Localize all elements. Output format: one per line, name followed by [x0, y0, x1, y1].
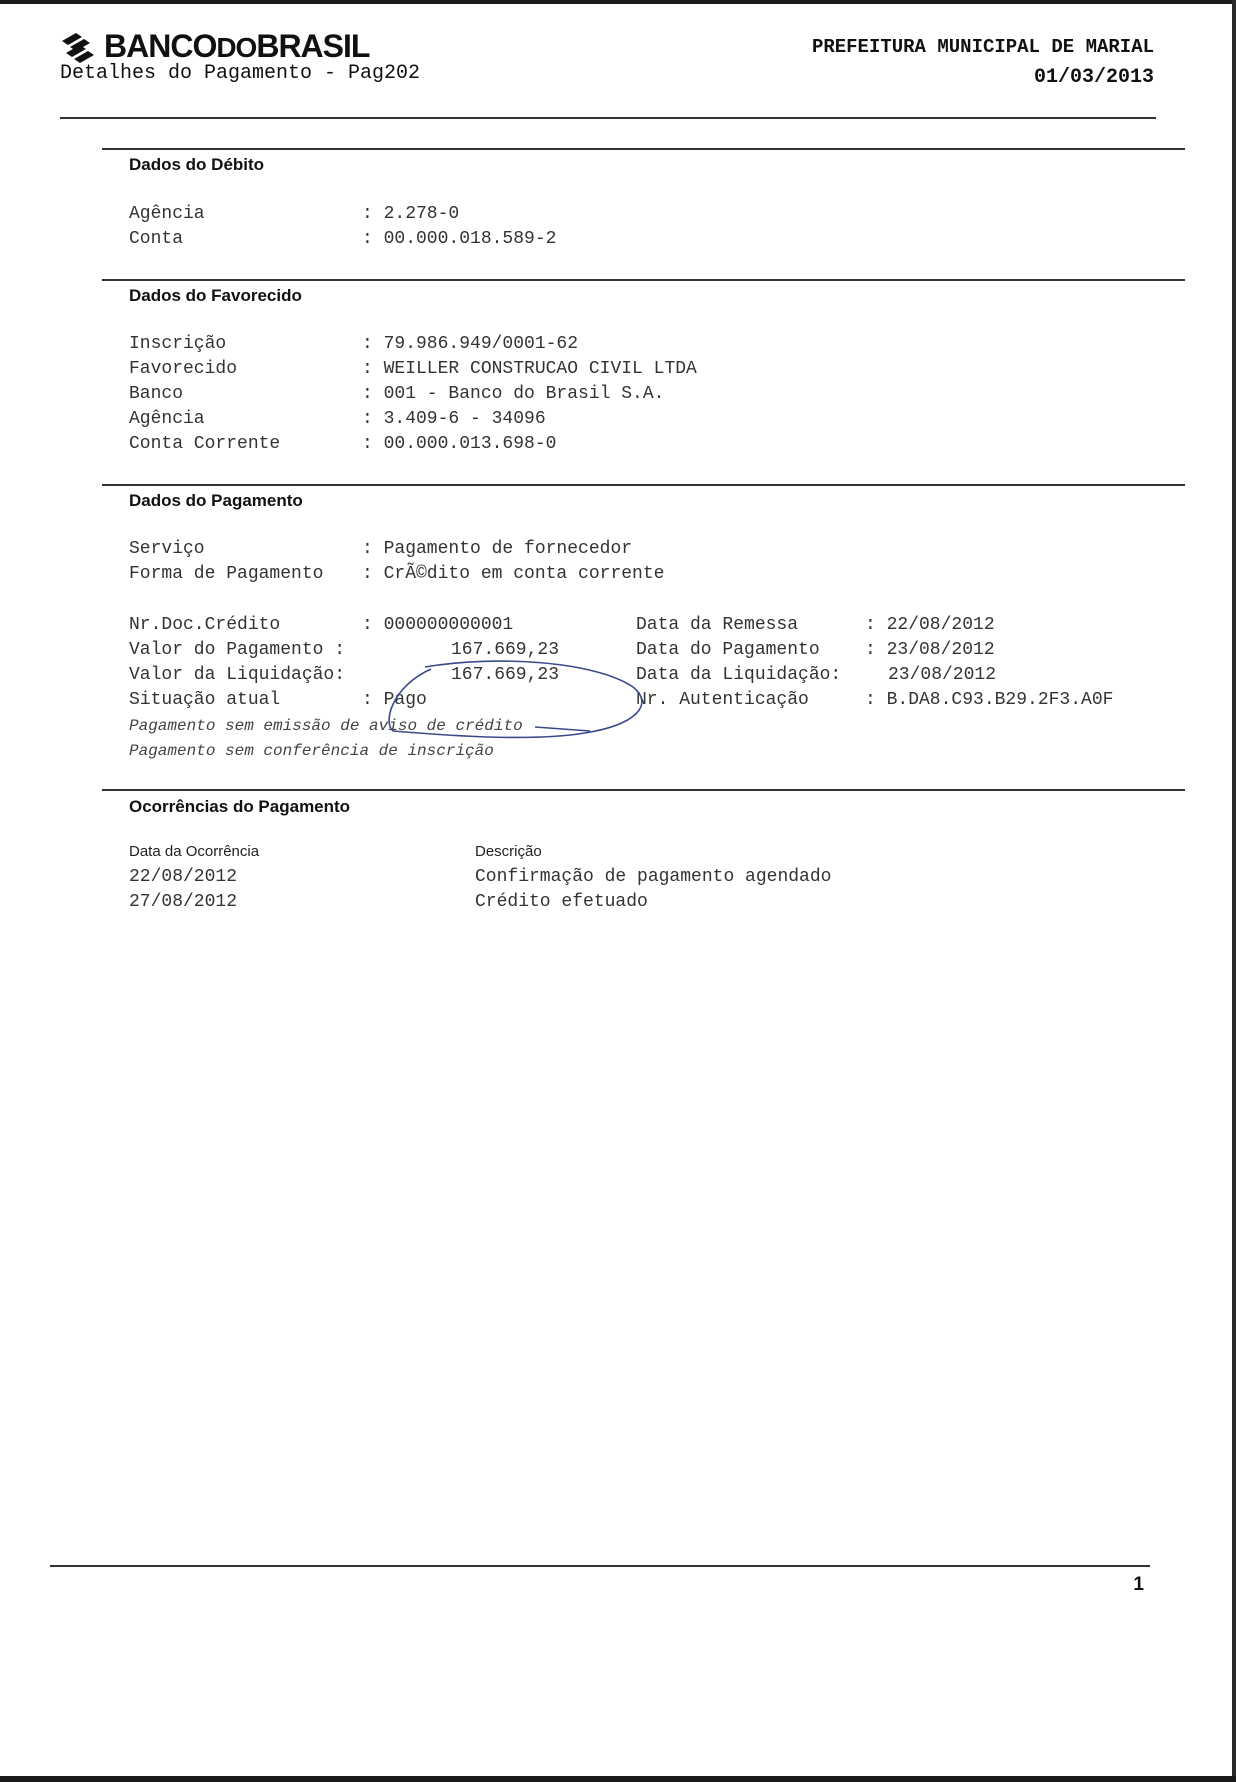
ocorrencias-col-data: Data da Ocorrência [129, 843, 260, 860]
page-number: 1 [1133, 1574, 1144, 1595]
ocorrencia-data: 27/08/2012 [129, 892, 238, 912]
pagamento-data-pagamento-label: Data do Pagamento [636, 640, 820, 660]
pagamento-valor-label: Valor do Pagamento : [129, 640, 346, 660]
section-title-ocorrencias: Ocorrências do Pagamento [129, 797, 351, 816]
favorecido-inscricao-label: Inscrição [129, 334, 227, 354]
pagamento-data-liquidacao-value: 23/08/2012 [888, 665, 997, 685]
favorecido-inscricao-value: : 79.986.949/0001-62 [362, 334, 579, 354]
header-date: 01/03/2013 [1033, 66, 1154, 89]
bank-logo-text: BANCODOBRASIL [104, 28, 370, 64]
favorecido-nome-value: : WEILLER CONSTRUCAO CIVIL LTDA [362, 359, 697, 379]
pagamento-nota-inscricao: Pagamento sem conferência de inscrição [129, 742, 494, 760]
section-divider [102, 789, 1185, 791]
pagamento-nr-doc-label: Nr.Doc.Crédito [129, 615, 281, 635]
document-subtitle: Detalhes do Pagamento - Pag202 [60, 62, 421, 85]
pagamento-forma-value: : CrÃ©dito em conta corrente [362, 564, 665, 584]
bank-logo [60, 28, 369, 65]
ocorrencia-descricao: Confirmação de pagamento agendado [475, 867, 832, 887]
pagamento-data-remessa-value: : 22/08/2012 [865, 615, 995, 635]
pagamento-nota-aviso: Pagamento sem emissão de aviso de crédito [129, 717, 523, 735]
scan-edge-top [0, 0, 1236, 4]
pagamento-forma-label: Forma de Pagamento [129, 564, 324, 584]
favorecido-agencia-value: : 3.409-6 - 34096 [362, 409, 546, 429]
section-title-favorecido: Dados do Favorecido [129, 286, 302, 305]
pagamento-data-liquidacao-label: Data da Liquidação: [636, 665, 842, 685]
favorecido-nome-label: Favorecido [129, 359, 238, 379]
scan-edge-bottom [0, 1776, 1236, 1782]
favorecido-conta-value: : 00.000.013.698-0 [362, 434, 557, 454]
favorecido-conta-label: Conta Corrente [129, 434, 281, 454]
pagamento-liquidacao-value: 167.669,23 [451, 665, 560, 685]
bank-logo-icon [60, 31, 96, 63]
pagamento-autenticacao-value: : B.DA8.C93.B29.2F3.A0F [865, 690, 1114, 710]
debito-conta-label: Conta [129, 229, 184, 249]
favorecido-banco-label: Banco [129, 384, 184, 404]
section-title-debito: Dados do Débito [129, 155, 265, 174]
pagamento-servico-value: : Pagamento de fornecedor [362, 539, 633, 559]
favorecido-agencia-label: Agência [129, 409, 205, 429]
pagamento-situacao-value: : Pago [362, 690, 427, 710]
ocorrencia-data: 22/08/2012 [129, 867, 238, 887]
pagamento-nr-doc-value: : 000000000001 [362, 615, 514, 635]
debito-agencia-value: : 2.278-0 [362, 204, 460, 224]
section-divider [102, 484, 1185, 486]
pagamento-autenticacao-label: Nr. Autenticação [636, 690, 809, 710]
pagamento-servico-label: Serviço [129, 539, 205, 559]
ocorrencia-descricao: Crédito efetuado [475, 892, 648, 912]
ocorrencias-col-descricao: Descrição [475, 843, 542, 860]
pagamento-situacao-label: Situação atual [129, 690, 281, 710]
pagamento-data-remessa-label: Data da Remessa [636, 615, 799, 635]
section-divider [102, 279, 1185, 281]
footer-divider [50, 1565, 1150, 1567]
section-divider [102, 148, 1185, 150]
favorecido-banco-value: : 001 - Banco do Brasil S.A. [362, 384, 665, 404]
organization-name: PREFEITURA MUNICIPAL DE MARIAL [811, 36, 1154, 58]
section-title-pagamento: Dados do Pagamento [129, 491, 303, 510]
debito-agencia-label: Agência [129, 204, 205, 224]
debito-conta-value: : 00.000.018.589-2 [362, 229, 557, 249]
pagamento-data-pagamento-value: : 23/08/2012 [865, 640, 995, 660]
pagamento-valor-value: 167.669,23 [451, 640, 560, 660]
scan-edge-right [1232, 0, 1236, 1782]
pagamento-liquidacao-label: Valor da Liquidação: [129, 665, 346, 685]
header-divider [60, 117, 1156, 119]
